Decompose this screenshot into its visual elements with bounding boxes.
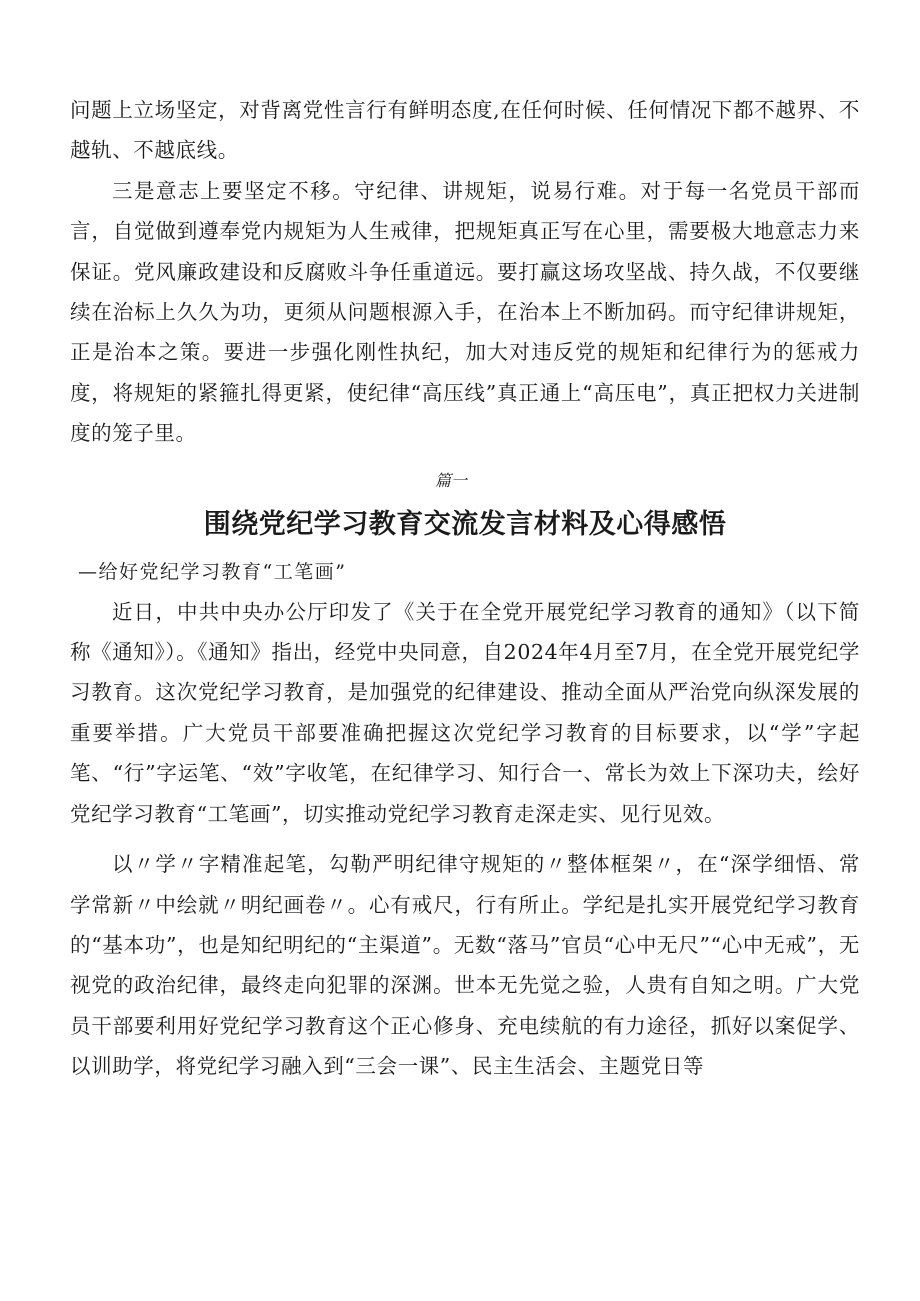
document-page (70, 90, 860, 1087)
paragraph-xue: 以〃学〃字精准起笔，勾勒严明纪律守规矩的〃整体框架〃，在“深学细悟、常学常新〃中绘就〃明纪画卷〃。心有戒尺，行有所止。学纪是扎实开展党纪学习教育的“基本功”，也是知纪明纪的“主渠道”。无数“落马”官员“心中无尺”“心中无戒”，无视党的政治纪律，最终走向犯罪的深渊。世本无先觉之验，人贵有自知之明。广大党员干部要利用好党纪学习教育这个正心修身、充电续航的有力途径，抓好以案促学、以训助学，将党纪学习融入到“三会一课”、民主生活会、主题党日等 (70, 852, 860, 1079)
paragraph-continuation: 问题上立场坚定，对背离党性言行有鲜明态度,在任何时候、任何情况下都不越界、不越轨、不越底线。 (70, 98, 860, 163)
document-subtitle: —给好党纪学习教育“工笔画” (78, 560, 347, 583)
paragraph-gap (70, 834, 860, 844)
section-mark: 篇一 (434, 470, 467, 490)
document-title: 围绕党纪学习教育交流发言材料及心得感悟 (203, 508, 727, 540)
paragraph-intro: 近日，中共中央办公厅印发了《关于在全党开展党纪学习教育的通知》（以下简称《通知》）。《通知》指出，经党中央同意，自2024年4月至7月，在全党开展党纪学习教育。这次党纪学习教育，是加强党的纪律建设、推动全面从严治党向纵深发展的重要举措。广大党员干部要准确把握这次党纪学习教育的目标要求，以“学”字起笔、“行”字运笔、“效”字收笔，在纪律学习、知行合一、常长为效上下深功夫，绘好党纪学习教育“工笔画”，切实推动党纪学习教育走深走实、见行见效。 (70, 599, 860, 826)
paragraph-point-three: 三是意志上要坚定不移。守纪律、讲规矩，说易行难。对于每一名党员干部而言，自觉做到遵奉党内规矩为人生戒律，把规矩真正写在心里，需要极大地意志力来保证。党风廉政建设和反腐败斗争任重道远。要打赢这场攻坚战、持久战，不仅要继续在治标上久久为功，更须从问题根源入手，在治本上不断加码。而守纪律讲规矩，正是治本之策。要进一步强化刚性执纪，加大对违反党的规矩和纪律行为的惩戒力度，将规矩的紧箍扎得更紧，使纪律“高压线”真正通上“高压电”，真正把权力关进制度的笼子里。 (70, 178, 860, 446)
